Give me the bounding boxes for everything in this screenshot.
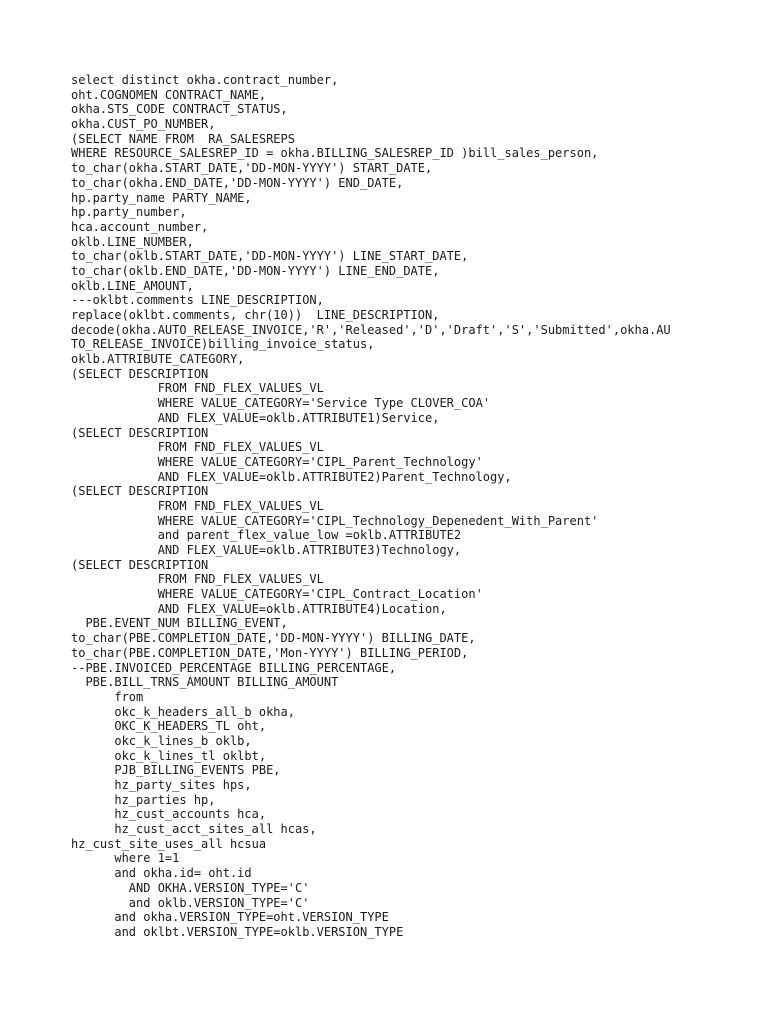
- code-line: hz_cust_site_uses_all hcsua: [71, 836, 267, 851]
- code-line: OKC_K_HEADERS_TL oht,: [71, 719, 267, 734]
- code-line: to_char(okha.START_DATE,'DD-MON-YYYY') START_DATE,: [71, 161, 433, 176]
- code-line: hz_cust_accounts hca,: [71, 807, 267, 822]
- code-line: FROM FND_FLEX_VALUES_VL: [71, 381, 324, 396]
- code-line: PJB_BILLING_EVENTS PBE,: [71, 763, 281, 778]
- code-line: to_char(oklb.START_DATE,'DD-MON-YYYY') LINE_START_DATE,: [71, 249, 469, 264]
- code-line: FROM FND_FLEX_VALUES_VL: [71, 440, 324, 455]
- code-line: to_char(okha.END_DATE,'DD-MON-YYYY') END_DATE,: [71, 175, 404, 190]
- code-line: hz_party_sites hps,: [71, 778, 252, 792]
- code-line: (SELECT DESCRIPTION: [71, 425, 209, 440]
- code-line: WHERE RESOURCE_SALESREP_ID = okha.BILLING_SALESREP_ID )bill_sales_person,: [71, 146, 599, 161]
- sql-code-block: [71, 73, 671, 940]
- code-line: (SELECT NAME FROM RA_SALESREPS: [71, 131, 295, 146]
- code-line: AND FLEX_VALUE=oklb.ATTRIBUTE4)Location,: [71, 601, 447, 616]
- code-line: and okha.VERSION_TYPE=oht.VERSION_TYPE: [71, 910, 389, 925]
- code-line: (SELECT DESCRIPTION: [71, 484, 209, 499]
- code-line: and oklb.VERSION_TYPE='C': [71, 895, 310, 910]
- code-line: AND FLEX_VALUE=oklb.ATTRIBUTE2)Parent_Technology,: [71, 469, 512, 484]
- code-line: WHERE VALUE_CATEGORY='CIPL_Contract_Location': [71, 587, 483, 602]
- code-line: hp.party_name PARTY_NAME,: [71, 190, 252, 205]
- code-line: AND FLEX_VALUE=oklb.ATTRIBUTE3)Technology,: [71, 543, 462, 557]
- code-line: WHERE VALUE_CATEGORY='CIPL_Parent_Technology': [71, 454, 483, 469]
- code-line: hz_cust_acct_sites_all hcas,: [71, 822, 317, 837]
- code-line: decode(okha.AUTO_RELEASE_INVOICE,'R','Released','D','Draft','S','Submitted',okha.AU: [71, 322, 671, 337]
- code-line: oklb.ATTRIBUTE_CATEGORY,: [71, 352, 245, 367]
- code-line: (SELECT DESCRIPTION: [71, 557, 209, 572]
- code-line: hca.account_number,: [71, 219, 209, 234]
- code-line: and oklbt.VERSION_TYPE=oklb.VERSION_TYPE: [71, 924, 404, 939]
- code-line: hz_parties hp,: [71, 792, 216, 807]
- code-line: (SELECT DESCRIPTION: [71, 366, 209, 381]
- code-line: replace(oklbt.comments, chr(10)) LINE_DESCRIPTION,: [71, 308, 440, 322]
- code-line: --PBE.INVOICED_PERCENTAGE BILLING_PERCENTAGE,: [71, 660, 397, 675]
- code-line: TO_RELEASE_INVOICE)billing_invoice_status,: [71, 337, 375, 352]
- code-line: select distinct okha.contract_number,: [71, 73, 339, 87]
- code-line: FROM FND_FLEX_VALUES_VL: [71, 498, 324, 513]
- code-line: and parent_flex_value_low =oklb.ATTRIBUTE2: [71, 528, 462, 543]
- code-line: FROM FND_FLEX_VALUES_VL: [71, 572, 324, 587]
- code-line: WHERE VALUE_CATEGORY='Service Type CLOVER_COA': [71, 396, 491, 411]
- code-line: to_char(PBE.COMPLETION_DATE,'Mon-YYYY') BILLING_PERIOD,: [71, 645, 469, 660]
- code-line: oklb.LINE_AMOUNT,: [71, 278, 194, 293]
- code-line: where 1=1: [71, 851, 180, 866]
- code-line: PBE.BILL_TRNS_AMOUNT BILLING_AMOUNT: [71, 675, 339, 690]
- code-line: PBE.EVENT_NUM BILLING_EVENT,: [71, 616, 288, 631]
- code-line: from: [71, 689, 144, 704]
- code-line: to_char(oklb.END_DATE,'DD-MON-YYYY') LINE_END_DATE,: [71, 263, 440, 278]
- code-line: WHERE VALUE_CATEGORY='CIPL_Technology_Depenedent_With_Parent': [71, 513, 599, 528]
- code-line: okc_k_lines_b oklb,: [71, 733, 252, 748]
- code-line: to_char(PBE.COMPLETION_DATE,'DD-MON-YYYY') BILLING_DATE,: [71, 631, 476, 646]
- code-line: okha.CUST_PO_NUMBER,: [71, 117, 216, 132]
- code-line: ---oklbt.comments LINE_DESCRIPTION,: [71, 293, 324, 308]
- code-line: okc_k_headers_all_b okha,: [71, 704, 295, 719]
- code-line: and okha.id= oht.id: [71, 866, 252, 881]
- code-line: okha.STS_CODE CONTRACT_STATUS,: [71, 102, 288, 117]
- code-line: AND OKHA.VERSION_TYPE='C': [71, 880, 310, 895]
- code-line: oht.COGNOMEN CONTRACT_NAME,: [71, 87, 267, 102]
- code-line: hp.party_number,: [71, 205, 187, 220]
- code-line: okc_k_lines_tl oklbt,: [71, 748, 267, 763]
- code-line: oklb.LINE_NUMBER,: [71, 234, 194, 249]
- code-line: AND FLEX_VALUE=oklb.ATTRIBUTE1)Service,: [71, 410, 440, 425]
